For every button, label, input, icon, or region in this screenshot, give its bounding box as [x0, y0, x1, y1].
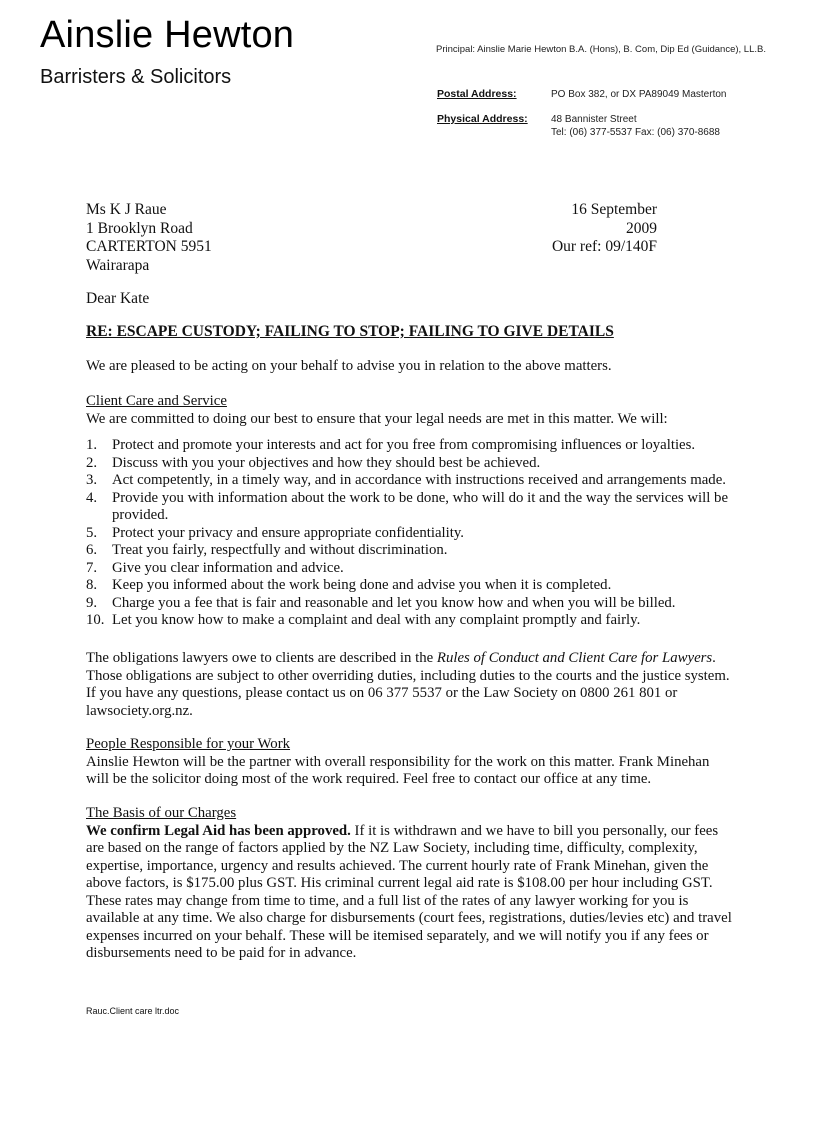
principal-line: Principal: Ainslie Marie Hewton B.A. (Hons), B. Com, Dip Ed (Guidance), LL.B. [436, 44, 766, 55]
recipient-name: Ms K J Raue [86, 201, 167, 218]
firm-name: Ainslie Hewton [40, 14, 295, 56]
recipient-region: Wairarapa [86, 256, 150, 274]
postal-address-value: PO Box 382, or DX PA89049 Masterton [551, 89, 727, 100]
list-item-number: 10. [86, 612, 105, 628]
legal-aid-confirmation: We confirm Legal Aid has been approved. [86, 822, 351, 839]
client-care-heading: Client Care and Service [86, 393, 227, 409]
list-item-number: 6. [86, 542, 98, 558]
responsible-heading: People Responsible for your Work [86, 736, 291, 752]
list-item-text: Treat you fairly, respectfully and without discrimination. [112, 542, 448, 558]
date-reference-block [537, 201, 657, 257]
client-care-lead: We are committed to doing our best to ensure that your legal needs are met in this matter. We will: [86, 410, 668, 427]
list-item-number: 9. [86, 594, 98, 611]
responsible-section [86, 736, 736, 789]
list-item-text: Let you know how to make a complaint and deal with any complaint promptly and fairly. [112, 612, 641, 628]
obligations-text-after: . Those obligations are subject to other overriding duties, including duties to the courts and the justice system. If you have any questions, please contact us on 06 377 5537 or the Law Society on 0800 261 801 or lawsociety.org.nz. [86, 650, 730, 719]
salutation: Dear Kate [86, 290, 150, 307]
rules-title: Rules of Conduct and Client Care for Lawyers [436, 650, 713, 666]
list-item-number: 4. [86, 489, 98, 506]
list-item-number: 3. [86, 472, 98, 488]
charges-section [86, 805, 736, 963]
list-item-text: Provide you with information about the work to be done, who will do it and the way the services will be provided. [112, 489, 729, 523]
list-item-text: Keep you informed about the work being done and advise you when it is completed. [112, 577, 612, 593]
list-item [86, 595, 736, 613]
our-reference: Our ref: 09/140F [551, 238, 657, 255]
recipient-town: CARTERTON 5951 [86, 238, 212, 255]
list-item [86, 455, 736, 473]
letter-date: 16 September 2009 [571, 201, 657, 237]
responsible-text: Ainslie Hewton will be the partner with overall responsibility for the work on this matter. Frank Minehan will be the solicitor doing most of the work required. Feel free to contact our office at any time. [86, 753, 710, 787]
intro-paragraph: We are pleased to be acting on your behalf to advise you in relation to the above matters. [86, 358, 612, 374]
list-item-text: Protect and promote your interests and act for you free from compromising influences or loyalties. [112, 437, 696, 453]
list-item [86, 542, 736, 560]
physical-address-value: 48 Bannister Street [551, 114, 637, 125]
list-item [86, 577, 736, 595]
list-item-text: Protect your privacy and ensure appropriate confidentiality. [112, 524, 464, 541]
subject-line: RE: ESCAPE CUSTODY; FAILING TO STOP; FAILING TO GIVE DETAILS [86, 323, 614, 340]
list-item-text: Charge you a fee that is fair and reasonable and let you know how and when you will be billed. [112, 594, 676, 611]
list-item [86, 525, 736, 543]
list-item-number: 2. [86, 454, 98, 471]
charges-paragraph [86, 823, 736, 963]
client-care-list [86, 437, 736, 630]
footer-filename: Rauc.Client care ltr.doc [86, 1006, 180, 1016]
client-care-section [86, 393, 736, 630]
obligations-text-before: The obligations lawyers owe to clients are described in the [86, 650, 437, 666]
list-item-text: Give you clear information and advice. [112, 559, 344, 576]
obligations-paragraph [86, 650, 736, 720]
phone-fax: Tel: (06) 377-5537 Fax: (06) 370-8688 [551, 127, 720, 138]
list-item [86, 472, 736, 490]
list-item-text: Act competently, in a timely way, and in accordance with instructions received and arrangements made. [112, 472, 726, 488]
list-item [86, 437, 736, 455]
list-item-number: 7. [86, 559, 98, 576]
recipient-address [86, 201, 212, 275]
firm-subtitle: Barristers & Solicitors [40, 66, 232, 88]
list-item-number: 1. [86, 437, 98, 453]
list-item [86, 560, 736, 578]
postal-address-label: Postal Address: [437, 88, 517, 100]
list-item-text: Discuss with you your objectives and how they should best be achieved. [112, 454, 541, 471]
charges-heading: The Basis of our Charges [86, 805, 237, 821]
charges-text: If it is withdrawn and we have to bill you personally, our fees are based on the range of factors applied by the NZ Law Society, including time, difficulty, complexity, expertise, importance, urgency and results achieved. The current hourly rate of Frank Minehan, given the above factors, is $175.00 plus GST. His criminal current legal aid rate is $108.00 per hour including GST. These rates may change from time to time, and a full list of the rates of any lawyer working for you is available at any time. We also charge for disbursements (court fees, registrations, duties/levies etc) and travel expenses incurred on your behalf. These will be itemised separately, and we will notify you if any fees or disbursements need to be paid for in advance. [86, 822, 732, 961]
list-item [86, 612, 736, 630]
list-item [86, 490, 736, 525]
physical-address-label: Physical Address: [437, 113, 528, 125]
recipient-street: 1 Brooklyn Road [86, 219, 193, 237]
list-item-number: 8. [86, 577, 98, 593]
list-item-number: 5. [86, 524, 98, 541]
